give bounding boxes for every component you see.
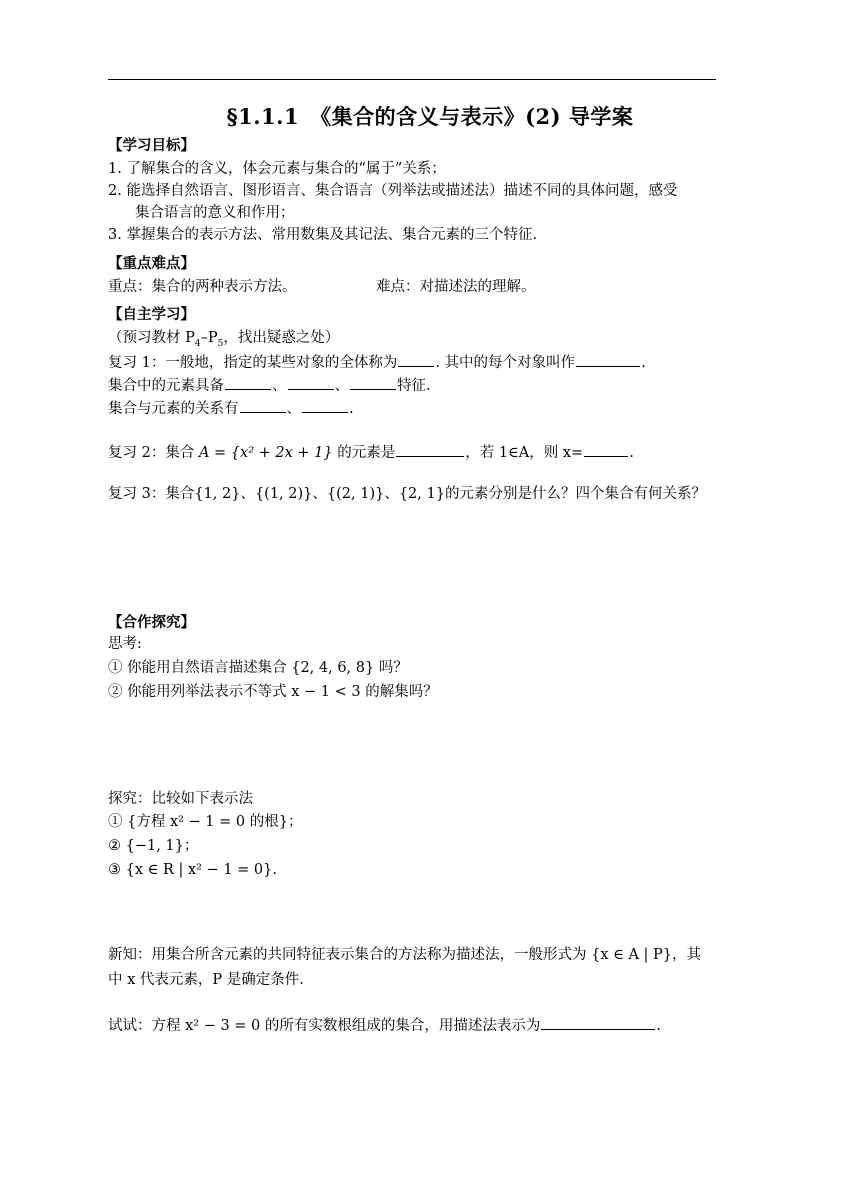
key-points-heading: 【重点难点】 [108, 255, 195, 272]
fill-blank[interactable] [398, 351, 434, 367]
self-study-heading: 【自主学习】 [108, 306, 195, 323]
goal-item-2-cont: 集合语言的意义和作用； [135, 205, 295, 221]
review-3: 复习 3：集合{1, 2}、{(1, 2)}、{(2, 1)}、{2, 1}的元素分别是什么？四个集合有何关系？ [108, 486, 706, 502]
fill-blank[interactable] [240, 397, 286, 413]
difficulty-text: 难点：对描述法的理解。 [376, 279, 536, 295]
think-question-1: ① 你能用自然语言描述集合 {2, 4, 6, 8} 吗？ [108, 660, 408, 676]
new-knowledge-line-2: 中 x 代表元素，P 是确定条件. [108, 972, 304, 988]
header-rule [108, 79, 716, 80]
goal-item-3: 3. 掌握集合的表示方法、常用数集及其记法、集合元素的三个特征. [108, 227, 538, 243]
think-question-2: ② 你能用列举法表示不等式 x − 1 < 3 的解集吗？ [108, 684, 438, 700]
fill-blank[interactable] [396, 441, 464, 457]
preview-note: （预习教材 $P_4-P_5$，找出疑惑之处） [108, 330, 340, 349]
explore-item-3: ③ {x ∈ R | x² − 1 = 0}. [108, 862, 277, 878]
key-point-text: 重点：集合的两种表示方法。 [108, 279, 297, 295]
try-exercise: 试试：方程 x² − 3 = 0 的所有实数根组成的集合，用描述法表示为 . [108, 1014, 661, 1036]
review-1-relation: 集合与元素的关系有 、 . [108, 397, 354, 419]
cooperation-heading: 【合作探究】 [108, 614, 195, 631]
explore-item-1: ① {方程 x² − 1 = 0 的根}； [108, 814, 303, 830]
new-knowledge-line-1: 新知：用集合所含元素的共同特征表示集合的方法称为描述法，一般形式为 {x ∈ A | P}，其 [108, 947, 702, 963]
review-2: 复习 2：集合 A = {x² + 2x + 1} 的元素是 ，若 1∈A，则 x= . [108, 441, 634, 463]
fill-blank[interactable] [225, 374, 271, 390]
goal-item-2: 2. 能选择自然语言、图形语言、集合语言（列举法或描述法）描述不同的具体问题，感受 [108, 183, 678, 199]
review-1: 复习 1：一般地，指定的某些对象的全体称为 . 其中的每个对象叫作 . [108, 351, 646, 373]
fill-blank[interactable] [584, 441, 628, 457]
fill-blank[interactable] [576, 351, 640, 367]
think-label: 思考: [108, 636, 142, 652]
learning-goals-heading: 【学习目标】 [108, 137, 195, 154]
review-1-features: 集合中的元素具备 、 、 特征. [108, 374, 431, 396]
fill-blank[interactable] [288, 374, 334, 390]
explore-label: 探究：比较如下表示法 [108, 791, 253, 807]
page-title: §1.1.1 《集合的含义与表示》(2) 导学案 [226, 104, 634, 129]
fill-blank[interactable] [541, 1014, 655, 1030]
fill-blank[interactable] [350, 374, 396, 390]
fill-blank[interactable] [302, 397, 348, 413]
explore-item-2: ② {−1, 1}； [108, 838, 199, 854]
goal-item-1: 1. 了解集合的含义，体会元素与集合的“属于”关系； [108, 161, 446, 177]
